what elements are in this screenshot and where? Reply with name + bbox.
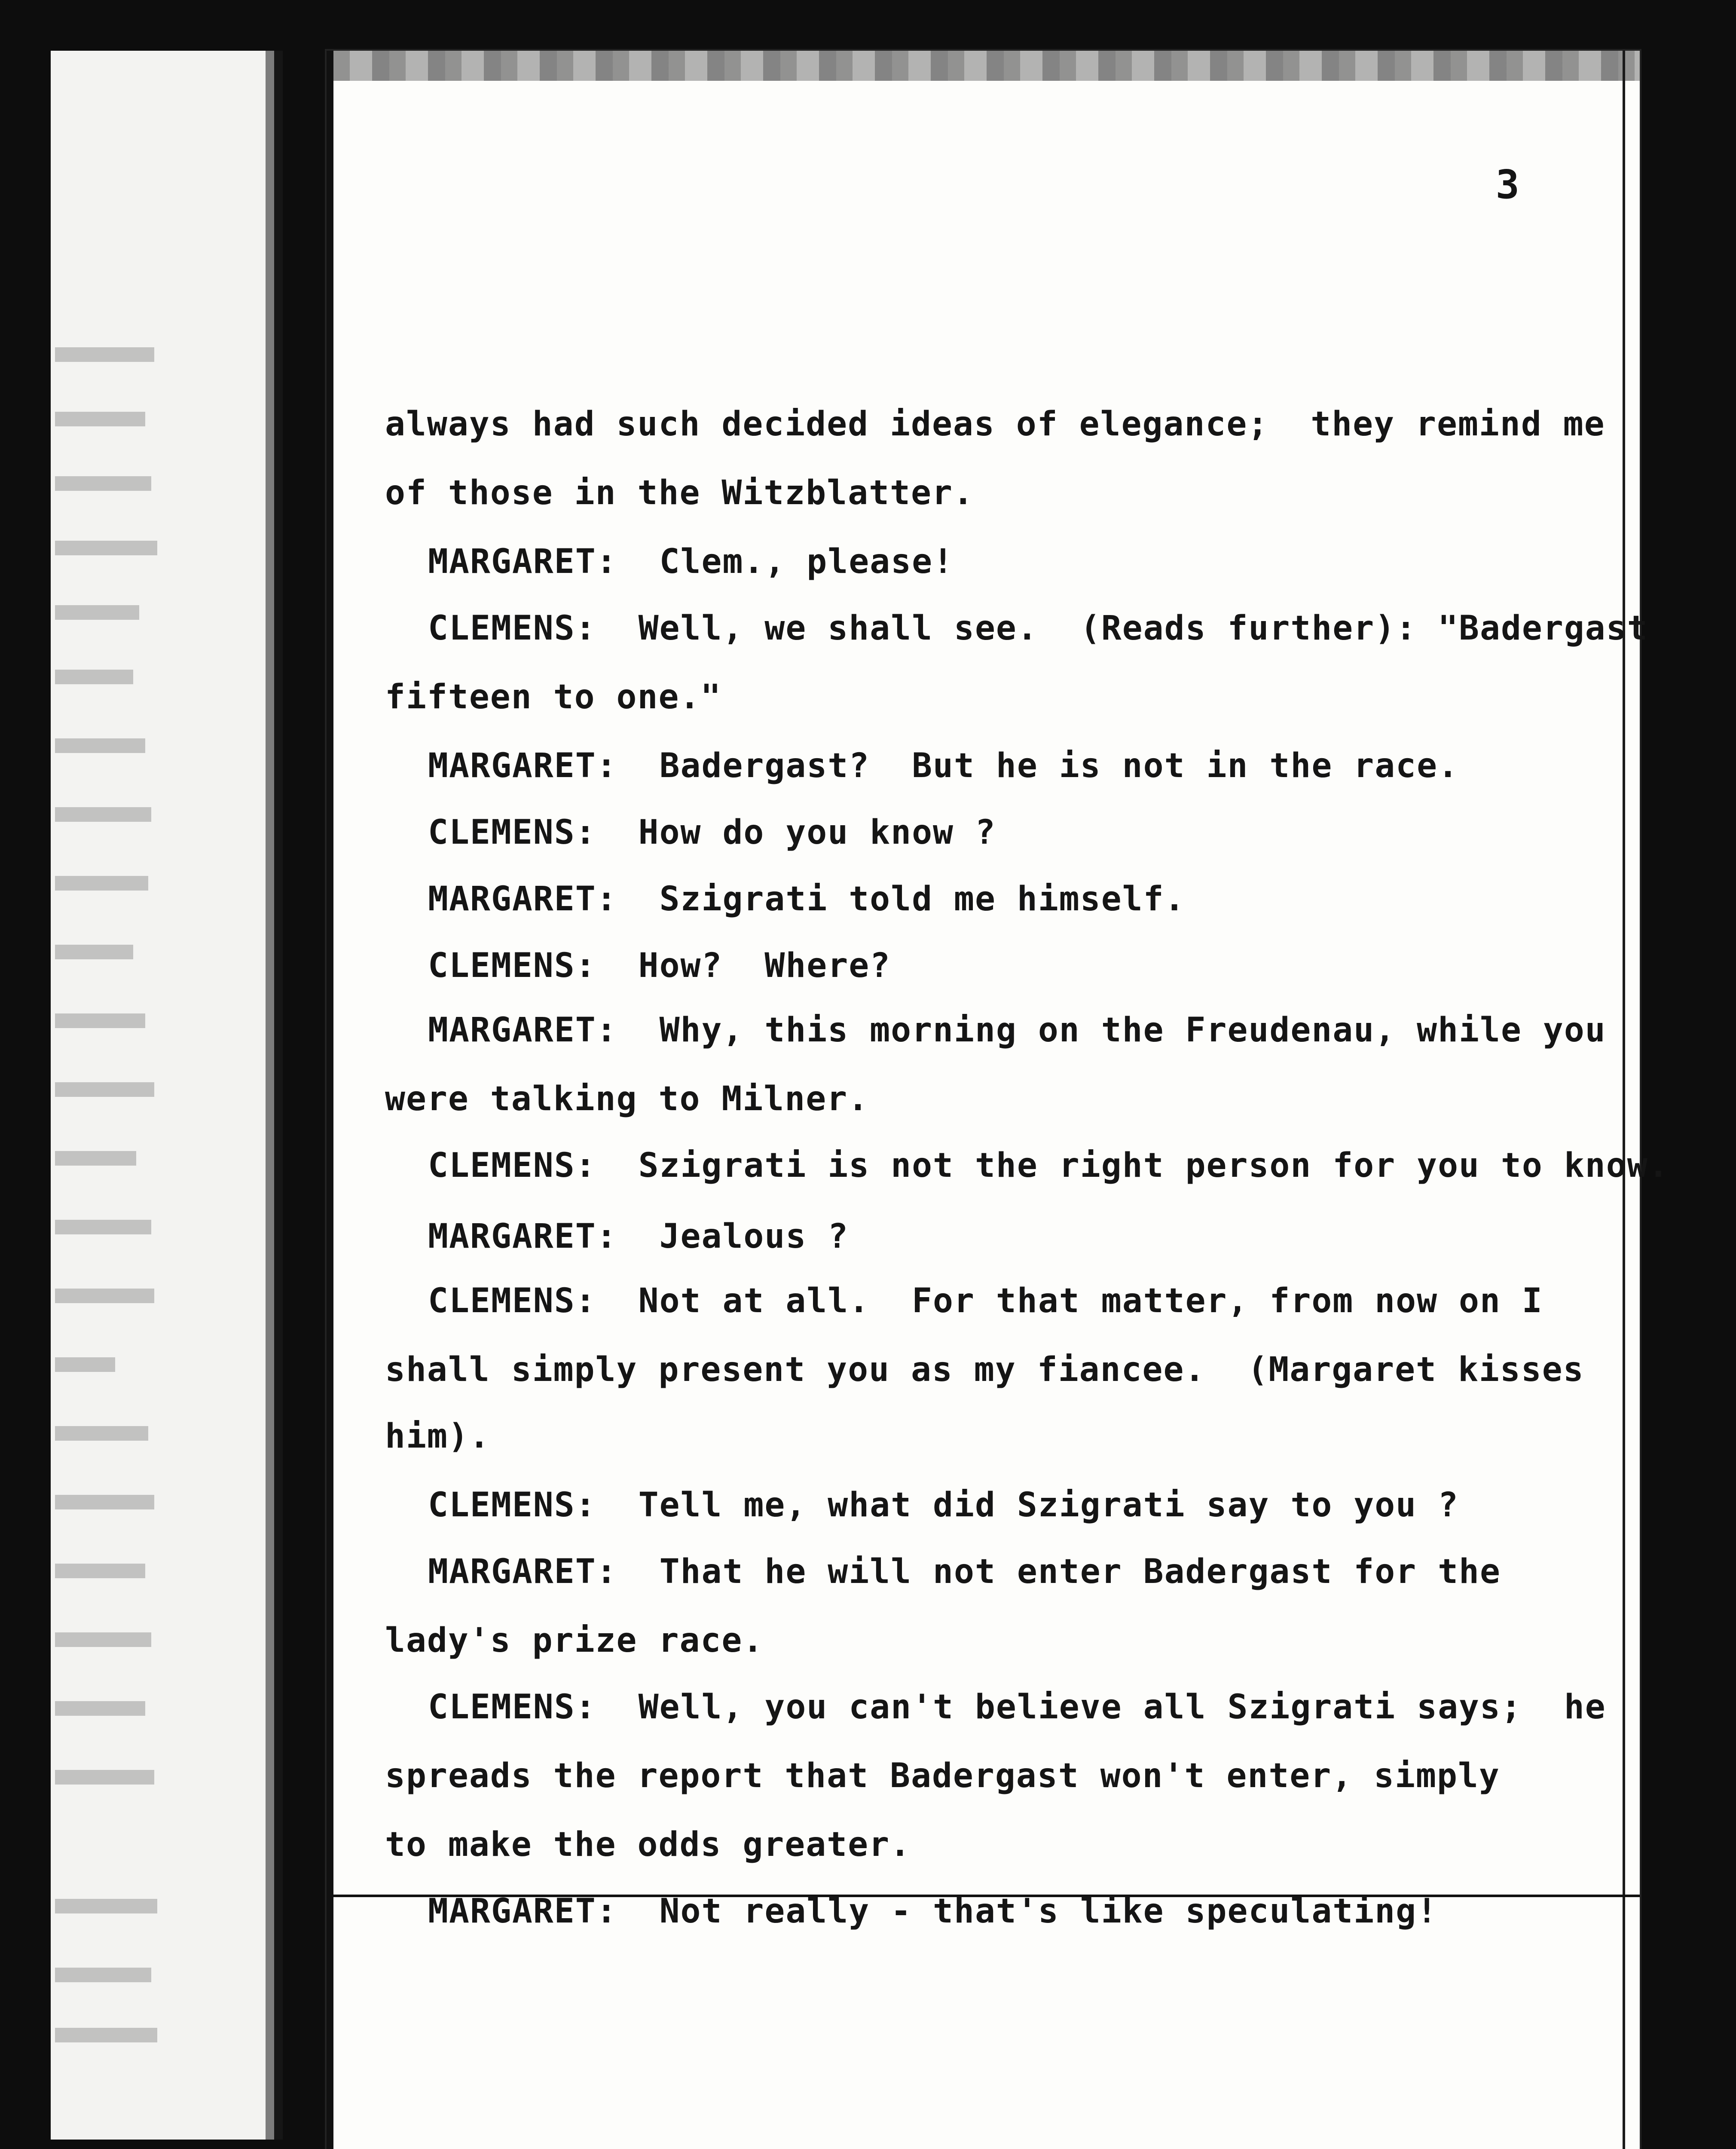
line-text: Not really - that's like speculating! <box>659 1892 1438 1931</box>
typescript-page <box>327 51 1669 2149</box>
speaker-name: MARGARET: <box>428 1892 617 1931</box>
speaker-name: CLEMENS: <box>428 1282 596 1320</box>
line-text: fifteen to one." <box>385 678 722 716</box>
dialogue-line <box>428 882 1186 916</box>
speaker-name: MARGARET: <box>428 1217 617 1256</box>
line-text: Not at all. For that matter, from now on I <box>638 1282 1543 1320</box>
speaker-name: CLEMENS: <box>428 1688 596 1727</box>
speaker-name: CLEMENS: <box>428 1486 596 1525</box>
line-text: Szigrati told me himself. <box>659 880 1186 918</box>
line-text: Well, we shall see. (Reads further): "Badergast <box>638 609 1648 648</box>
dialogue-line <box>428 609 1648 648</box>
line-text: Why, this morning on the Freudenau, while you <box>659 1011 1606 1050</box>
line-text: Szigrati is not the right person for you to know. <box>638 1146 1669 1185</box>
dialogue-line <box>428 1146 1669 1185</box>
line-text: him). <box>385 1417 490 1456</box>
line-text: Clem., please! <box>659 542 954 581</box>
underlying-page-edge <box>51 51 283 2140</box>
continuation-line <box>385 1350 1584 1389</box>
continuation-line <box>385 1082 869 1116</box>
line-text: How do you know ? <box>638 813 996 852</box>
line-text: shall simply present you as my fiancee. (Margaret kisses <box>385 1350 1584 1389</box>
line-text: were talking to Milner. <box>385 1080 869 1118</box>
dialogue-line <box>428 1892 1438 1931</box>
dialogue-line <box>428 1284 1543 1318</box>
line-text: lady's prize race. <box>385 1621 764 1660</box>
scan-smudge <box>333 51 1640 81</box>
continuation-line <box>385 476 974 510</box>
dialogue-line <box>428 813 996 852</box>
speaker-name: MARGARET: <box>428 1011 617 1050</box>
line-text: spreads the report that Badergast won't enter, simply <box>385 1757 1500 1795</box>
page-number: 3 <box>1495 162 1519 208</box>
line-text: Badergast? But he is not in the race. <box>659 747 1459 785</box>
dialogue-line <box>428 1486 1459 1525</box>
line-text: Jealous ? <box>659 1217 849 1256</box>
line-text: That he will not enter Badergast for the <box>659 1552 1501 1591</box>
speaker-name: CLEMENS: <box>428 609 596 648</box>
continuation-line <box>385 1759 1500 1793</box>
dialogue-line <box>428 1552 1501 1591</box>
dialogue-line <box>428 1011 1606 1050</box>
right-margin-rule <box>1623 51 1625 2149</box>
speaker-name: CLEMENS: <box>428 813 596 852</box>
dialogue-line <box>428 542 954 581</box>
continuation-line <box>385 1825 911 1864</box>
speaker-name: MARGARET: <box>428 542 617 581</box>
line-text: always had such decided ideas of elegance; they remind me <box>385 405 1605 444</box>
dialogue-line <box>428 1688 1606 1727</box>
speaker-name: MARGARET: <box>428 880 617 918</box>
speaker-name: CLEMENS: <box>428 1146 596 1185</box>
line-text: How? Where? <box>638 946 891 985</box>
speaker-name: MARGARET: <box>428 747 617 785</box>
speaker-name: CLEMENS: <box>428 946 596 985</box>
continuation-line <box>385 1621 764 1660</box>
dialogue-line <box>428 1217 849 1256</box>
dialogue-line <box>428 749 1459 783</box>
line-text: of those in the Witzblatter. <box>385 474 974 512</box>
continuation-line <box>385 1417 490 1456</box>
continuation-line <box>385 405 1605 444</box>
line-text: Tell me, what did Szigrati say to you ? <box>638 1486 1459 1525</box>
line-text: Well, you can't believe all Szigrati says; he <box>638 1688 1606 1727</box>
line-text: to make the odds greater. <box>385 1825 911 1864</box>
dialogue-line <box>428 946 891 985</box>
continuation-line <box>385 680 721 714</box>
speaker-name: MARGARET: <box>428 1552 617 1591</box>
